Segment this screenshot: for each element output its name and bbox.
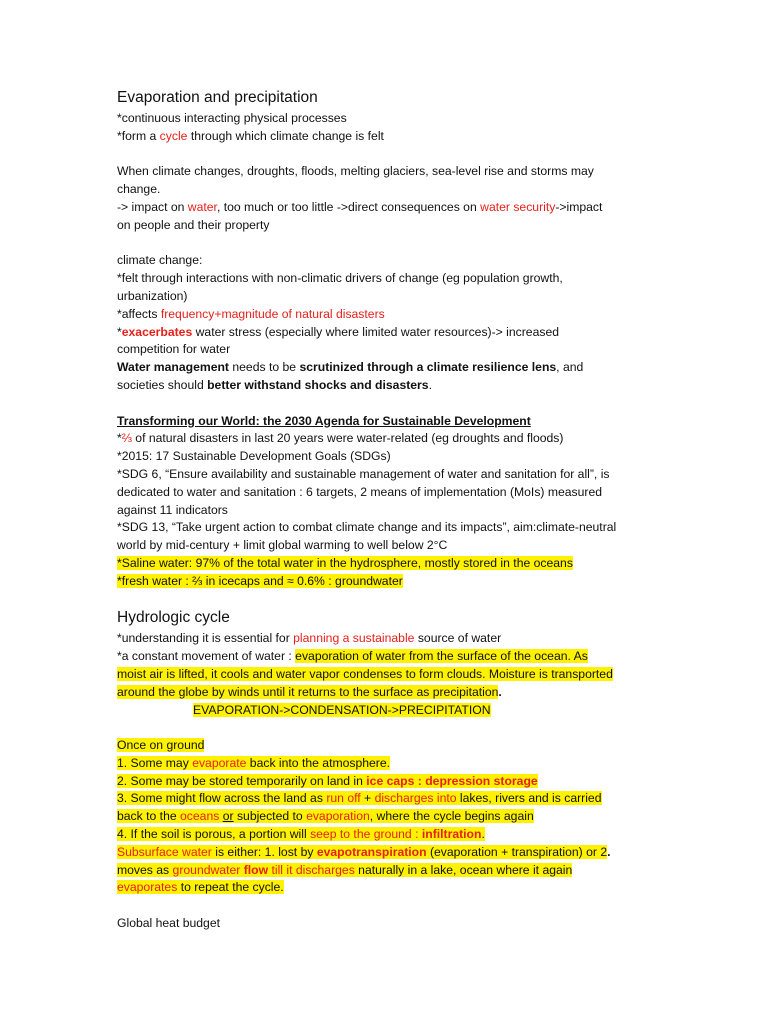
document-page — [117, 88, 637, 933]
section-heading-evaporation: Evaporation and precipitation — [117, 89, 318, 106]
spacer — [117, 591, 637, 609]
text-line: societies should better withstand shocks and disasters. — [117, 377, 432, 392]
list-item: 1. Some may evaporate back into the atmosphere. — [117, 755, 391, 770]
text-line: world by mid-century + limit global warming to well below 2°C — [117, 538, 448, 553]
text-line: *2015: 17 Sustainable Development Goals (SDGs) — [117, 449, 391, 464]
list-item-continued: back to the oceans or subjected to evaporation, where the cycle begins again — [117, 809, 534, 824]
list-item: 2. Some may be stored temporarily on land in ice caps : depression storage — [117, 773, 538, 788]
section-heading-global-heat-budget: Global heat budget — [117, 916, 220, 931]
text-line: *⅔ of natural disasters in last 20 years were water-related (eg droughts and floods) — [117, 431, 564, 446]
text-line-highlighted: *fresh water : ⅔ in icecaps and ≈ 0.6% : groundwater — [117, 573, 403, 588]
text-line: *affects frequency+magnitude of natural disasters — [117, 306, 385, 321]
text-line: *understanding it is essential for planning a sustainable source of water — [117, 631, 502, 646]
text-line: Water management needs to be scrutinized through a climate resilience lens, and — [117, 360, 584, 375]
text-line: *continuous interacting physical processes — [117, 111, 347, 125]
list-item-continued: evaporates to repeat the cycle. — [117, 880, 284, 895]
text-line: When climate changes, droughts, floods, melting glaciers, sea-level rise and storms may — [117, 164, 594, 179]
section-heading-agenda-2030: Transforming our World: the 2030 Agenda for Sustainable Development — [117, 413, 531, 428]
text-line: dedicated to water and sanitation : 6 targets, 2 means of implementation (MoIs) measured — [117, 484, 603, 499]
text-line: against 11 indicators — [117, 502, 228, 517]
text-line: competition for water — [117, 342, 231, 357]
section-heading-hydrologic-cycle: Hydrologic cycle — [117, 609, 230, 627]
spacer — [117, 146, 637, 164]
text-line: *form a cycle through which climate change is felt — [117, 128, 384, 143]
text-line: *SDG 13, “Take urgent action to combat climate change and its impacts”, aim:climate-neutral — [117, 520, 617, 535]
text-line-highlighted: moist air is lifted, it cools and water vapor condenses to form clouds. Moisture is transported — [117, 666, 613, 681]
spacer — [117, 395, 637, 413]
text-line-highlighted: Once on ground — [117, 738, 205, 753]
text-line-highlighted: *Saline water: 97% of the total water in the hydrosphere, mostly stored in the oceans — [117, 555, 573, 570]
text-line-highlighted: EVAPORATION->CONDENSATION->PRECIPITATION — [193, 702, 491, 717]
spacer — [117, 719, 637, 737]
list-item: 4. If the soil is porous, a portion will seep to the ground : infiltration. — [117, 827, 485, 842]
spacer — [117, 235, 637, 253]
text-line: climate change: — [117, 253, 203, 268]
text-line-highlighted: around the globe by winds until it returns to the surface as precipitation. — [117, 684, 502, 699]
text-line: change. — [117, 182, 161, 197]
text-line: -> impact on water, too much or too little ->direct consequences on water security->impact — [117, 199, 603, 214]
text-line: *exacerbates water stress (especially where limited water resources)-> increased — [117, 324, 560, 339]
list-item-continued: moves as groundwater flow till it discharges naturally in a lake, ocean where it again — [117, 862, 573, 877]
text-line: *SDG 6, “Ensure availability and sustainable management of water and sanitation for all”, is — [117, 466, 610, 481]
text-line: on people and their property — [117, 217, 270, 232]
text-line: *felt through interactions with non-climatic drivers of change (eg population growth, — [117, 271, 563, 286]
list-item: Subsurface water is either: 1. lost by evapotranspiration (evaporation + transpiration) or 2. — [117, 844, 611, 859]
list-item: 3. Some might flow across the land as run off + discharges into lakes, rivers and is carried — [117, 791, 602, 806]
spacer — [117, 897, 637, 915]
text-line: *a constant movement of water : evaporation of water from the surface of the ocean. As — [117, 649, 588, 664]
text-line: urbanization) — [117, 288, 188, 303]
